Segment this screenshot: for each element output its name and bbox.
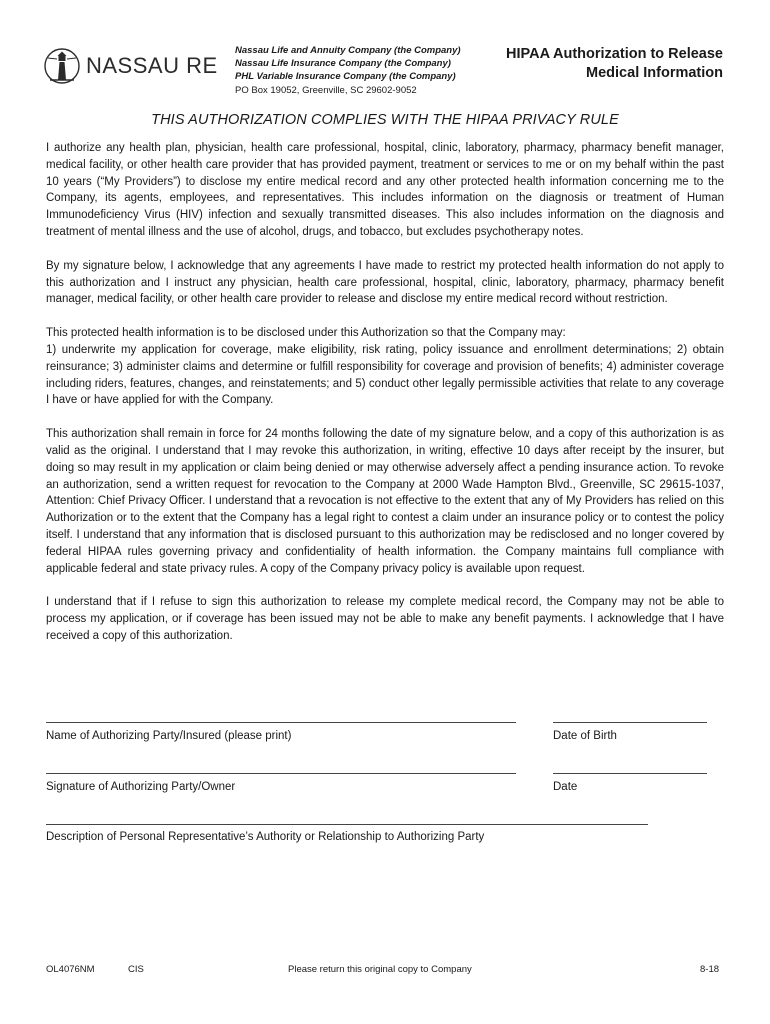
form-title (483, 45, 723, 83)
authorization-body (46, 140, 724, 662)
company-name: Nassau Life Insurance Company (the Company) (235, 58, 451, 70)
form-title-line1: HIPAA Authorization to Release (506, 46, 723, 62)
footer-edition: 8-18 (700, 964, 720, 975)
date-signature-line[interactable] (553, 773, 707, 774)
name-signature-line[interactable] (46, 722, 516, 723)
paragraph-authorization: I authorize any health plan, physician, health care professional, hospital, clinic, laboratory, pharmacy, pharmacy benefit manager, medical facility, or other health care provider that has provided payment, treatment or services to me or on my behalf within the past 10 years (“My Providers”) to disclose my entire medical record and any other protected health information concerning me to the Company, its agents, employees, and representatives. This includes information on the diagnosis or treatment of Human Immunodeficiency Virus (HIV) infection and sexually transmitted diseases. This also includes information on the diagnosis and treatment of mental illness and the use of alcohol, drugs, and tobacco, but excludes psychotherapy notes. (46, 142, 724, 238)
logo-text: NASSAU RE (86, 53, 218, 78)
document-header (0, 0, 770, 100)
signature-line[interactable] (46, 773, 516, 774)
lighthouse-icon (44, 46, 80, 86)
company-name: PHL Variable Insurance Company (the Company) (235, 71, 456, 83)
paragraph-refusal: I understand that if I refuse to sign this authorization to release my complete medical record, the Company may not be able to process my application, or if coverage has been issued may not be able to make any benefit payments. I acknowledge that I have received a copy of this authorization. (46, 596, 724, 642)
paragraph-acknowledgement: By my signature below, I acknowledge that any agreements I have made to restrict my protected health information do not apply to this authorization and I instruct any physician, health care professional, hospital, clinic, laboratory, pharmacy, pharmacy benefit manager, medical facility, or other health care provider to release and disclose my entire medical record without restriction. (46, 259, 724, 306)
date-field-label: Date (553, 781, 578, 793)
company-name: Nassau Life and Annuity Company (the Company) (235, 45, 461, 56)
dob-signature-line[interactable] (553, 722, 707, 723)
representative-field-label: Description of Personal Representative’s Authority or Relationship to Authorizing Party (46, 831, 485, 843)
paragraph-purpose: This protected health information is to be disclosed under this Authorization so that the Company may: 1) underwrite my application for coverage, make eligibility, risk rating, policy issuance and enrollment determinations; 2) obtain reinsurance; 3) administer claims and determine or fulfill responsibility for coverage and provision of benefits; 4) administer coverage including riders, features, changes, and reinstatements; and 5) conduct other legally permissible activities that relate to any coverage I have or have applied for with the Company. (46, 327, 724, 407)
company-logo (44, 46, 218, 86)
name-field-label: Name of Authorizing Party/Insured (please print) (46, 730, 292, 742)
form-title-line2: Medical Information (586, 65, 723, 81)
paragraph-duration: This authorization shall remain in force for 24 months following the date of my signature below, and a copy of this authorization is as valid as the original. I understand that I may revoke this authorization, in writing, effective 10 days after receipt by the insurer, but doing so may result in my application or claim being denied or may otherwise adversely affect a pending insurance action. To revoke an authorization, send a written request for revocation to the Company at 2000 Wade Hampton Blvd., Greenville, SC 29615-1037, Attention: Chief Privacy Officer. I understand that a revocation is not effective to the extent that any of My Providers has relied on this Authorization or to the extent that the Company has a legal right to contest a claim under an insurance policy or to contest the policy itself. I understand that any information that is disclosed pursuant to this authorization may be redisclosed and no longer covered by federal HIPAA rules governing privacy and confidentiality of health information. the Company maintains full compliance with applicable federal and state privacy rules. A copy of the Company privacy policy is available upon request. (46, 428, 724, 575)
footer-return-note: Please return this original copy to Company (288, 964, 472, 975)
representative-signature-line[interactable] (46, 824, 648, 825)
company-address: PO Box 19052, Greenville, SC 29602-9052 (235, 84, 417, 96)
company-list (235, 44, 485, 97)
dob-field-label: Date of Birth (553, 730, 617, 742)
footer-code: CIS (128, 964, 144, 975)
signature-field-label: Signature of Authorizing Party/Owner (46, 781, 236, 793)
compliance-heading: THIS AUTHORIZATION COMPLIES WITH THE HIPAA PRIVACY RULE (151, 112, 619, 128)
footer-form-number: OL4076NM (46, 964, 95, 975)
